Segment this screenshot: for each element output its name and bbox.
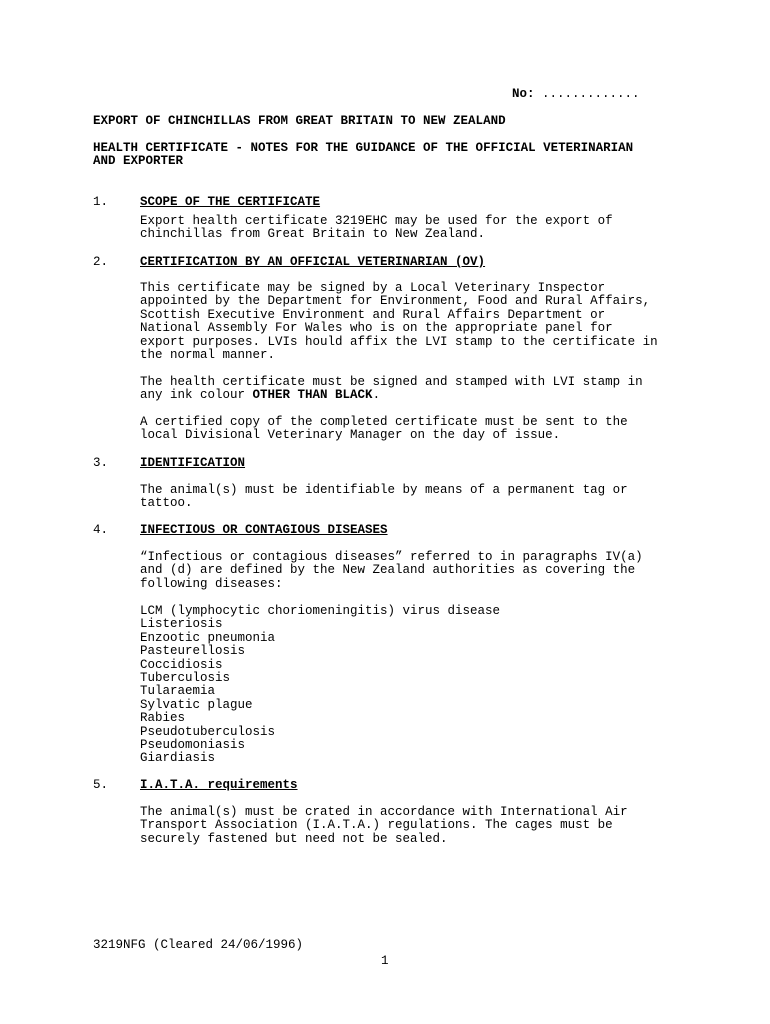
section-2-title: CERTIFICATION BY AN OFFICIAL VETERINARIAN (OV) — [140, 255, 486, 269]
section-4-number: 4. — [93, 523, 109, 537]
document-footer-code: 3219NFG (Cleared 24/06/1996) — [93, 938, 304, 952]
document-subtitle-line2: AND EXPORTER — [93, 154, 184, 168]
list-item: Sylvatic plague — [140, 697, 253, 712]
section-5-paragraph: The animal(s) must be crated in accordance with International Air Transport Association (I.A.T.A.) regulations. The cages must be securely fastened but need not be sealed. — [140, 805, 628, 846]
list-item: Pasteurellosis — [140, 644, 246, 659]
section-3-title: IDENTIFICATION — [140, 456, 246, 470]
section-4-title: INFECTIOUS OR CONTAGIOUS DISEASES — [140, 523, 388, 537]
section-2-paragraph-2-end: . — [372, 388, 381, 403]
certificate-number-value: ............. — [534, 87, 640, 101]
list-item: Pseudotuberculosis — [140, 724, 276, 739]
list-item: Giardiasis — [140, 751, 216, 766]
certificate-number — [512, 88, 640, 101]
disease-list — [140, 605, 500, 766]
section-2-paragraph-3: A certified copy of the completed certificate must be sent to the local Divisional Veterinary Manager on the day of issue. — [140, 415, 628, 443]
section-5-title: I.A.T.A. requirements — [140, 778, 298, 792]
list-item: LCM (lymphocytic choriomeningitis) virus disease — [140, 604, 501, 618]
list-item: Tuberculosis — [140, 671, 231, 686]
section-2-paragraph-1: This certificate may be signed by a Local Veterinary Inspector appointed by the Department for Environment, Food and Rural Affairs, Scottish Executive Environment and Rural Affairs Department or National Assembly For Wales who is on the appropriate panel for export purposes. LVIs hould affix the LVI stamp to the certificate in the normal manner. — [140, 281, 658, 363]
list-item: Listeriosis — [140, 617, 223, 632]
list-item: Pseudomoniasis — [140, 738, 246, 753]
document-title: EXPORT OF CHINCHILLAS FROM GREAT BRITAIN TO NEW ZEALAND — [93, 114, 506, 128]
page-number: 1 — [381, 954, 389, 968]
list-item: Coccidiosis — [140, 657, 223, 672]
certificate-number-label: No: — [512, 87, 535, 101]
section-3-number: 3. — [93, 456, 109, 470]
section-2-number: 2. — [93, 255, 109, 269]
section-2-paragraph-2 — [140, 376, 700, 403]
list-item: Rabies — [140, 711, 186, 726]
section-1-number: 1. — [93, 195, 109, 209]
section-5-number: 5. — [93, 778, 109, 792]
section-2-paragraph-2-text: The health certificate must be signed and stamped with LVI stamp in any ink colour — [140, 375, 643, 403]
list-item: Enzootic pneumonia — [140, 630, 276, 645]
ink-colour-emphasis: OTHER THAN BLACK — [252, 388, 373, 403]
section-3-paragraph: The animal(s) must be identifiable by means of a permanent tag or tattoo. — [140, 483, 628, 511]
list-item: Tularaemia — [140, 684, 216, 699]
section-1-title: SCOPE OF THE CERTIFICATE — [140, 195, 321, 209]
section-4-paragraph: “Infectious or contagious diseases” referred to in paragraphs IV(a) and (d) are defined by the New Zealand authorities as covering the following diseases: — [140, 550, 643, 591]
section-1-paragraph: Export health certificate 3219EHC may be used for the export of chinchillas from Great Britain to New Zealand. — [140, 214, 613, 242]
document-subtitle-line1: HEALTH CERTIFICATE - NOTES FOR THE GUIDANCE OF THE OFFICIAL VETERINARIAN — [93, 141, 634, 155]
